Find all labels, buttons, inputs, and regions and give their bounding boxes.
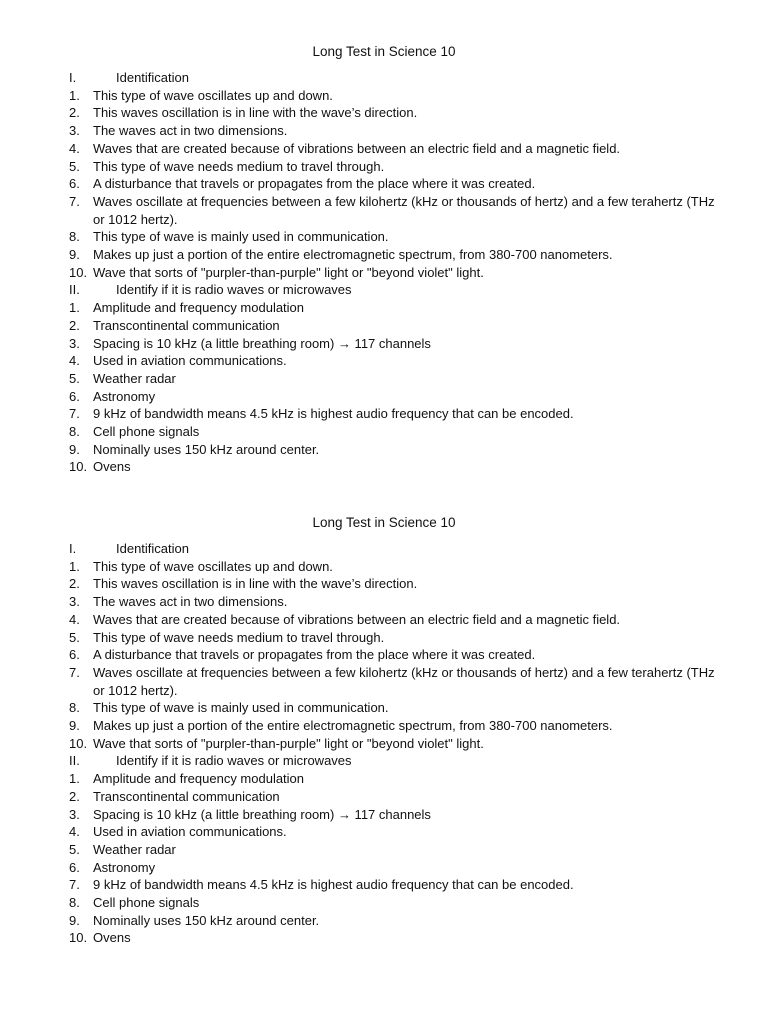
question-text: Cell phone signals — [93, 895, 200, 911]
question-text: Nominally uses 150 kHz around center. — [93, 912, 320, 928]
question-item — [0, 823, 768, 841]
question-text: The waves act in two dimensions. — [93, 123, 288, 139]
question-text: Cell phone signals — [93, 424, 200, 440]
question-item — [0, 352, 768, 370]
question-text: This type of wave oscillates up and down. — [93, 558, 333, 574]
question-text: 9 kHz of bandwidth means 4.5 kHz is highest audio frequency that can be encoded. — [93, 406, 574, 422]
question-item — [0, 558, 768, 576]
question-item — [0, 929, 768, 947]
question-item — [0, 441, 768, 459]
question-number: 9. — [69, 441, 80, 457]
question-item — [0, 246, 768, 264]
question-item — [0, 388, 768, 406]
question-text: This type of wave needs medium to travel through. — [93, 629, 385, 645]
question-number: 2. — [69, 105, 80, 121]
section-numeral: II. — [69, 282, 80, 298]
question-item — [0, 770, 768, 788]
question-item — [0, 876, 768, 894]
question-number: 6. — [69, 859, 80, 875]
question-number: 9. — [69, 247, 80, 263]
question-number: 8. — [69, 700, 80, 716]
question-item — [0, 87, 768, 105]
question-text: Waves oscillate at frequencies between a few kilohertz (kHz or thousands of hertz) and a few terahertz (THz or 1012 hertz). — [93, 664, 715, 698]
question-number: 6. — [69, 388, 80, 404]
question-text: Waves that are created because of vibrations between an electric field and a magnetic field. — [93, 611, 621, 627]
test-copy-2 — [0, 513, 768, 947]
question-item — [0, 806, 768, 824]
section-heading-text: Identify if it is radio waves or microwaves — [116, 753, 352, 769]
question-number: 3. — [69, 123, 80, 139]
question-number: 10. — [69, 459, 88, 475]
question-item — [0, 646, 768, 664]
question-text: Spacing is 10 kHz (a little breathing room) → 117 channels — [93, 335, 431, 351]
question-number: 5. — [69, 841, 80, 857]
section-numeral: II. — [69, 753, 80, 769]
question-number: 10. — [69, 264, 88, 280]
question-item — [0, 299, 768, 317]
question-number: 2. — [69, 788, 80, 804]
section-heading-text: Identification — [116, 70, 189, 85]
section-heading — [0, 540, 768, 558]
question-item — [0, 575, 768, 593]
question-text: A disturbance that travels or propagates from the place where it was created. — [93, 647, 536, 663]
question-item — [0, 405, 768, 423]
question-item — [0, 423, 768, 441]
question-text: This waves oscillation is in line with the wave’s direction. — [93, 576, 418, 592]
question-number: 8. — [69, 895, 80, 911]
question-item — [0, 175, 768, 193]
question-text: Astronomy — [93, 388, 156, 404]
question-text: Wave that sorts of "purpler-than-purple" light or "beyond violet" light. — [93, 735, 484, 751]
question-number: 2. — [69, 317, 80, 333]
section-numeral: I. — [69, 541, 77, 556]
question-item — [0, 140, 768, 158]
question-text: Used in aviation communications. — [93, 353, 287, 369]
question-number: 1. — [69, 558, 80, 574]
question-item — [0, 458, 768, 476]
question-item — [0, 264, 768, 282]
question-item — [0, 593, 768, 611]
question-item — [0, 717, 768, 735]
question-number: 7. — [69, 193, 80, 209]
question-number: 9. — [69, 718, 80, 734]
section-heading-text: Identification — [116, 541, 189, 556]
question-item — [0, 122, 768, 140]
question-text: Waves that are created because of vibrations between an electric field and a magnetic field. — [93, 140, 621, 156]
question-text: The waves act in two dimensions. — [93, 594, 288, 610]
section-numeral: I. — [69, 70, 77, 85]
question-number: 7. — [69, 664, 80, 680]
question-text: A disturbance that travels or propagates from the place where it was created. — [93, 176, 536, 192]
question-text: Astronomy — [93, 859, 156, 875]
test-title: Long Test in Science 10 — [312, 44, 456, 59]
question-number: 6. — [69, 647, 80, 663]
question-text: Weather radar — [93, 841, 176, 857]
question-text: This type of wave oscillates up and down. — [93, 87, 333, 103]
question-text: Ovens — [93, 459, 131, 475]
question-item — [0, 841, 768, 859]
section-heading — [0, 281, 768, 299]
question-item — [0, 611, 768, 629]
question-item — [0, 370, 768, 388]
question-item — [0, 629, 768, 647]
question-number: 5. — [69, 158, 80, 174]
question-item — [0, 859, 768, 877]
question-item — [0, 193, 768, 228]
question-number: 3. — [69, 335, 80, 351]
question-text: This waves oscillation is in line with the wave’s direction. — [93, 105, 418, 121]
question-number: 10. — [69, 930, 88, 946]
question-number: 4. — [69, 353, 80, 369]
section-heading — [0, 752, 768, 770]
question-text: Waves oscillate at frequencies between a few kilohertz (kHz or thousands of hertz) and a few terahertz (THz or 1012 hertz). — [93, 193, 715, 227]
question-number: 2. — [69, 576, 80, 592]
question-item — [0, 699, 768, 717]
question-item — [0, 228, 768, 246]
question-item — [0, 158, 768, 176]
question-text: Spacing is 10 kHz (a little breathing room) → 117 channels — [93, 806, 431, 822]
question-text: Used in aviation communications. — [93, 824, 287, 840]
question-number: 7. — [69, 406, 80, 422]
question-number: 10. — [69, 735, 88, 751]
question-number: 8. — [69, 229, 80, 245]
question-number: 3. — [69, 594, 80, 610]
question-text: Makes up just a portion of the entire electromagnetic spectrum, from 380-700 nanometers. — [93, 247, 613, 263]
question-number: 4. — [69, 824, 80, 840]
question-item — [0, 735, 768, 753]
question-number: 9. — [69, 912, 80, 928]
question-item — [0, 317, 768, 335]
question-number: 6. — [69, 176, 80, 192]
question-text: This type of wave needs medium to travel through. — [93, 158, 385, 174]
question-item — [0, 894, 768, 912]
question-text: 9 kHz of bandwidth means 4.5 kHz is highest audio frequency that can be encoded. — [93, 877, 574, 893]
question-text: Weather radar — [93, 370, 176, 386]
section-heading — [0, 69, 768, 87]
question-number: 5. — [69, 629, 80, 645]
test-copy-1 — [0, 42, 768, 476]
question-item — [0, 912, 768, 930]
question-number: 4. — [69, 611, 80, 627]
question-text: This type of wave is mainly used in communication. — [93, 700, 389, 716]
question-number: 3. — [69, 806, 80, 822]
question-number: 4. — [69, 140, 80, 156]
question-number: 5. — [69, 370, 80, 386]
question-number: 7. — [69, 877, 80, 893]
test-title: Long Test in Science 10 — [312, 515, 456, 530]
question-item — [0, 788, 768, 806]
question-number: 1. — [69, 771, 80, 787]
question-item — [0, 664, 768, 699]
question-text: Transcontinental communication — [93, 317, 280, 333]
question-text: Transcontinental communication — [93, 788, 280, 804]
question-text: Wave that sorts of "purpler-than-purple" light or "beyond violet" light. — [93, 264, 484, 280]
question-number: 8. — [69, 424, 80, 440]
question-item — [0, 335, 768, 353]
question-text: Amplitude and frequency modulation — [93, 771, 305, 787]
question-number: 1. — [69, 300, 80, 316]
section-heading-text: Identify if it is radio waves or microwaves — [116, 282, 352, 298]
question-text: Ovens — [93, 930, 131, 946]
question-item — [0, 104, 768, 122]
question-text: Makes up just a portion of the entire electromagnetic spectrum, from 380-700 nanometers. — [93, 718, 613, 734]
question-text: Nominally uses 150 kHz around center. — [93, 441, 320, 457]
question-text: Amplitude and frequency modulation — [93, 300, 305, 316]
question-text: This type of wave is mainly used in communication. — [93, 229, 389, 245]
question-number: 1. — [69, 87, 80, 103]
